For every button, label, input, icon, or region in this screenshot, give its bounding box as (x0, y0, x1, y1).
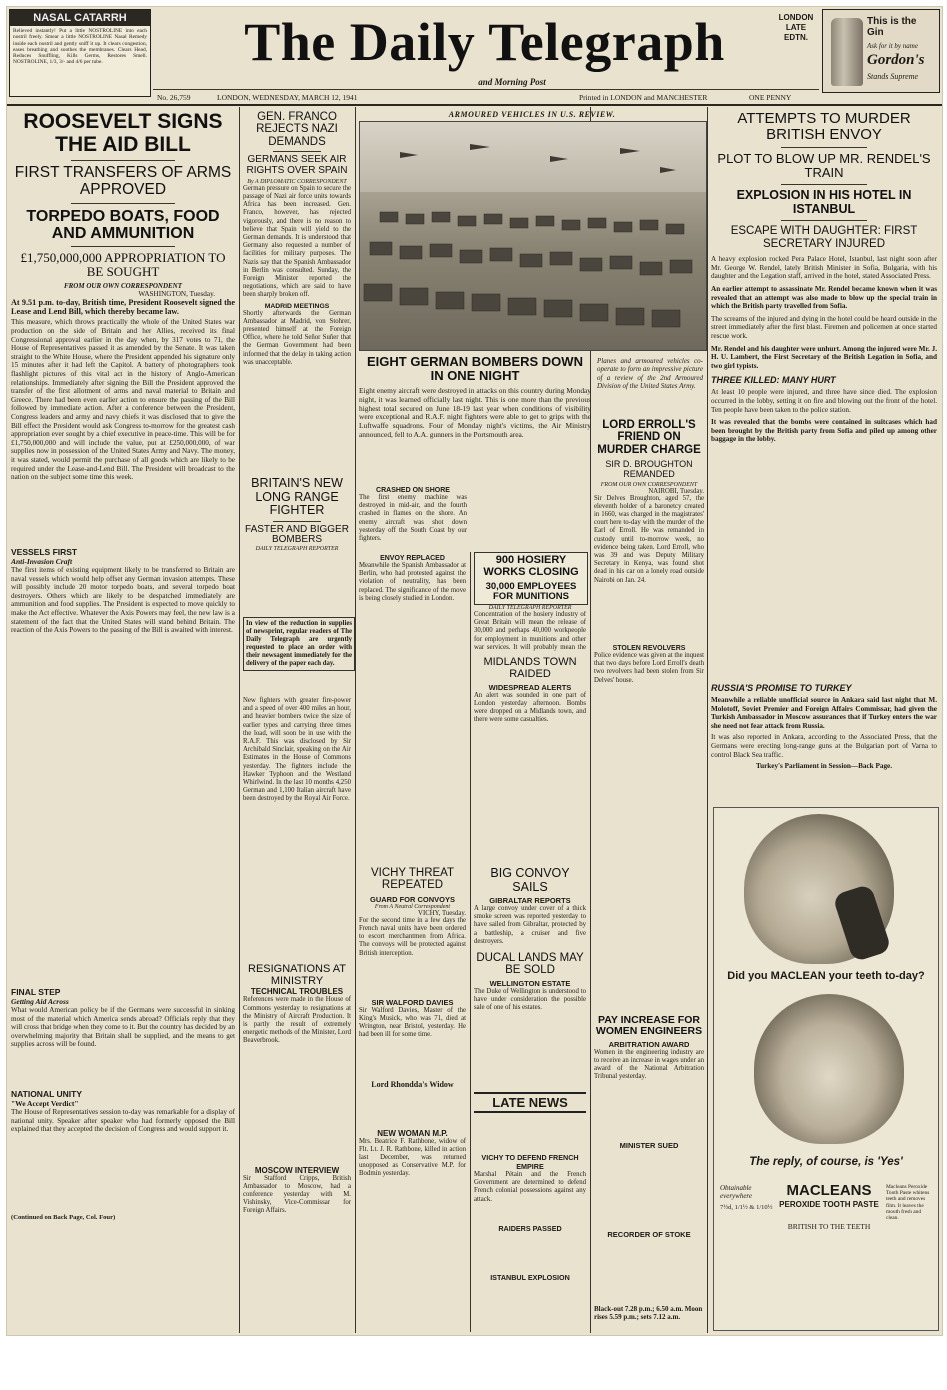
envoy-bold-3: It was revealed that the bombs were contained in suitcases which had been brought by the British party from Sofia and piled up among other baggage in the lobby. (711, 418, 937, 444)
newsprint-notice-text: In view of the reduction in supplies of newsprint, regular readers of The Daily Telegraph are urgently requested to place an order with their newsagent immediately for the delivery of the paper each day. (246, 620, 352, 667)
issue-number: No. 26,759 (157, 93, 191, 102)
gin-tagline: Stands Supreme (867, 72, 919, 81)
vichy-story (359, 867, 466, 1179)
convoy-headline: BIG CONVOY SAILS (490, 866, 570, 894)
macleans-product: PEROXIDE TOOTH PASTE (779, 1200, 879, 1209)
sub-vessels-first-b: Anti-Invasion Craft (11, 557, 73, 566)
envoy-body-2: The screams of the injured and dying in the hotel could be heard outside in the street immediately after the first blast. Firemen and policemen at once started rescue work. (711, 314, 937, 340)
gordons-gin-ad (822, 9, 940, 93)
erroll-story (594, 419, 704, 685)
lead-body: This measure, which throws practically the whole of the United States war production on the side of Britain and her Allies, received its final Congressional approval earlier in the day when, by 317 votes to 71, the House of Representatives passed it as amended by the Senate. It was taken straight to the White House, where the President appended his signature only 15 minutes after it had left the Capitol. A battery of photographers took flashlight pictures of this vital act in the history of Anglo-American relationships. Immediately after signing the Bill the President approved the transfer of the first allotment of arms and naval material to Britain and Greece. There had been even earlier action to ensure the passing of the Bill followed by immediate action. After a conference between the President, Congress leaders and army and navy chiefs it was disclosed that to give the Bill effect the President would ask Congress to-morrow for the greatest cash appropriation ever sought by a chief executive in peace-time. This will be for £1,750,000,000 and will include the value, put at £250,000,000, of war supplies now in possession of the United States Army and Navy. The money, it was stated, would permit the purchase of all goods which are likely to be required under the Lease-and-Lend Bill. The President will broadcast to the nation on the subject some time this week. (11, 318, 235, 482)
franco-headline: GEN. FRANCO REJECTS NAZI DEMANDS (256, 111, 338, 148)
envoy-bold-1: An earlier attempt to assassinate Mr. Rendel became known when it was revealed that an attempt was also made to blow up the special train in which the British party travelled from Sofia. (711, 285, 937, 311)
revolvers-sub: STOLEN REVOLVERS (612, 644, 686, 652)
sub-vessels-first: VESSELS FIRST (11, 547, 78, 557)
macleans-answer: The reply, of course, is 'Yes' (749, 1156, 903, 1168)
three-killed-sub: THREE KILLED: MANY HURT (711, 375, 836, 386)
macleans-brand: MACLEANS (786, 1182, 872, 1199)
convoy-sub: GIBRALTAR REPORTS (489, 896, 571, 905)
masthead-title: The Daily Telegraph (244, 12, 725, 72)
women-engineers-story (594, 1015, 704, 1239)
col-rule-2 (355, 107, 356, 1333)
midlands-body: An alert was sounded in one part of London yesterday afternoon. Bombs were dropped on a Midlands town, and there were some casualties. (474, 691, 586, 724)
new-mp-sub: NEW WOMAN M.P. (377, 1128, 448, 1138)
macleans-ad (713, 807, 939, 1331)
macleans-fine-print: Macleans Peroxide Tooth Paste whitens teeth and removes film. It leaves the mouth fresh and clean. (886, 1184, 930, 1222)
lead-story (11, 111, 235, 482)
midlands-story (474, 657, 586, 725)
erroll-body: Sir Delves Broughton, aged 57, the eleventh holder of a baronetcy created in 1660, was charged in the magistrates' court here to-day with the murder of the Earl of Erroll. He was remanded in custody until to-morrow week, no evidence being taken. Lord Erroll, who was 39 and was Deputy Military Secretary in Kenya, was found shot dead in his car on a lonely road outside Nairobi on Jan. 24. (594, 494, 704, 584)
late-news-title: LATE NEWS (474, 1092, 586, 1113)
rhondda-sub: Lord Rhondda's Widow (371, 1079, 454, 1089)
crashed-sub: CRASHED ON SHORE (376, 487, 450, 494)
franco-byline: By A DIPLOMATIC CORRESPONDENT (247, 178, 347, 185)
envoy-deck-3: ESCAPE WITH DAUGHTER: FIRST SECRETARY INJURED (730, 225, 918, 250)
envoy-body: A heavy explosion rocked Pera Palace Hotel, Istanbul, last night soon after Mr. George W. Rendel, lately British Minister in Sofia, Bulgaria, with his daughter and the Legation staff, arrived in the hotel, stated Associated Press. (711, 255, 937, 281)
vichy-body: For the second time in a few days the French naval units have been ordered to escort merchantmen from Africa. The convoys will be protected against British interception. (359, 916, 466, 957)
envoy-body-3: At least 10 people were injured, and three have since died. The explosion occurred in the lobby, setting it on fire and blowing out the front of the hotel. Ten people have been taken to the police station. (711, 388, 937, 414)
envoy-bold-2: Mr. Rendel and his daughter were unhurt. Among the injured were Mr. J. H. U. Lambert, the First Secretary of the British Legation in Sofia, and two girl typists. (711, 344, 937, 370)
lead-body-3: What would American policy be if the Germans were successful in sinking most of the material which America sends abroad? Officials reply that they will cross that bridge when they come to it. But the country has decided by an overwhelming majority that Britain shall be supplied, and the means to get supplies across will be found. (11, 1006, 235, 1049)
resignations-sub: TECHNICAL TROUBLES (250, 987, 344, 997)
sub-final-step-b: Getting Aid Across (11, 997, 69, 1006)
hosiery-headline: 900 HOSIERY WORKS CLOSING (483, 554, 579, 578)
bombers-story (359, 355, 591, 440)
gin-line: Ask for it by name (867, 42, 918, 50)
erroll-sub: SIR D. BROUGHTON REMANDED (605, 459, 693, 479)
newspaper-page (6, 6, 943, 1336)
franco-body: German pressure on Spain to secure the passage of Nazi air force units towards Africa has been increased. Gen. Franco, however, has rejected vigorously, and there is no reason to believe that Spain will yield to the German demands. It is understood that Germany also requested a number of facilities for military purposes. The Nazis say that the Spanish Ambassador in Berlin was consulted. Sunday, the Foreign Minister reported the negotiations, which are said to have been sharply broken off. (243, 184, 351, 299)
gin-label: This is the Gin (867, 16, 917, 38)
vichy-defend-body: Marshal Pétain and the French Government are determined to defend French colonial possessions against any attack. (474, 1171, 586, 1203)
convoy-story (474, 867, 586, 946)
envoy-deck-2: EXPLOSION IN HIS HOTEL IN ISTANBUL (736, 188, 912, 216)
photo-side-caption: Planes and armoured vehicles co-operate to form an impressive picture of a review of the 2nd Armoured Division of the United States Army. (597, 357, 703, 391)
divider (71, 203, 175, 204)
late-news-box (474, 1092, 586, 1282)
hosiery-body: Concentration of the hosiery industry of Great Britain will mean the release of 30,000 and perhaps 40,000 workpeople for employment in munitions and other war services. It will probably mean the (474, 611, 586, 651)
price: ONE PENNY (749, 93, 792, 102)
col-rule-3 (470, 552, 471, 1332)
convoy-body: A large convoy under cover of a thick smoke screen was reported yesterday to have sailed from Gibraltar, protected by a battleship, a cruiser and five destroyers. (474, 905, 586, 945)
raiders-passed-sub: RAIDERS PASSED (498, 1223, 562, 1233)
turkey-back-page: Turkey's Parliament in Session—Back Page. (755, 762, 893, 771)
nasal-catarrh-ad (9, 9, 151, 97)
hosiery-byline: DAILY TELEGRAPH REPORTER (488, 605, 572, 611)
blackout-times: Black-out 7.28 p.m.; 6.50 a.m. Moon rises 5.59 p.m.; sets 7.12 a.m. (594, 1305, 703, 1322)
masthead-rule (7, 104, 942, 106)
lead-story-cont (11, 547, 235, 635)
ad-title: NASAL CATARRH (10, 10, 150, 26)
erroll-dateline: NAIROBI, Tuesday. (648, 487, 704, 495)
fighter-sub: FASTER AND BIGGER BOMBERS (245, 523, 349, 546)
ducal-story (474, 952, 586, 1012)
divider (781, 184, 867, 185)
fighter-headline: BRITAIN'S NEW LONG RANGE FIGHTER (251, 476, 343, 517)
franco-body-2: Shortly afterwards the German Ambassador at Madrid, von Stohrer, presented himself at the Foreign Office, where he told Señor Suñer that the German Government had been informed that the delay in taking action was unacceptable. (243, 309, 351, 366)
vichy-column (359, 555, 466, 603)
russia-sub: RUSSIA'S PROMISE TO TURKEY (711, 683, 852, 693)
gin-bottle-icon (831, 18, 863, 86)
russia-bold: Meanwhile a reliable unofficial source in Ankara said last night that M. Molotoff, Soviet Premier and Foreign Affairs Commissar, had given the Turkish Ambassador in Moscow assurances that if Turkey enters the war she need not fear attack from Russia. (711, 696, 937, 730)
ducal-sub: WELLINGTON ESTATE (489, 978, 571, 988)
russia-body: It was also reported in Ankara, according to the Associated Press, that the Germans were erecting long-range guns at the Bulgarian port of Varna to control Black Sea traffic. (711, 733, 937, 759)
envoy-headline: ATTEMPTS TO MURDER BRITISH ENVOY (737, 110, 911, 144)
vichy-headline: VICHY THREAT REPEATED (370, 867, 455, 892)
franco-sub: GERMANS SEEK AIR RIGHTS OVER SPAIN (246, 154, 348, 177)
masthead-subtitle: and Morning Post (478, 77, 546, 87)
woman-illustration-bottom (754, 994, 904, 1144)
bombers-body: Eight enemy aircraft were destroyed in attacks on this country during Monday night, it was learned officially last night. This is one more than the previous highest total secured on June 18-19 last year when conditions of visibility were exceptional and R.A.F. night fighters were able to get to grips with the Luftwaffe squadrons. Four of Monday night's victims, the Air Ministry announced, fell to A.A. gunners in the Portsmouth area. (359, 386, 591, 440)
divider (71, 246, 175, 247)
newsprint-notice (243, 617, 355, 671)
envoy-replaced-body: Meanwhile the Spanish Ambassador at Berlin, who had protested against the violation of neutrality, has been replaced. The significance of the move is being closely studied in London. (359, 562, 466, 602)
hosiery-story (474, 552, 588, 605)
walford-body: Sir Walford Davies, Master of the King's Musick, who was 71, died at Wrington, near Bristol, yesterday. He had been ill for some time. (359, 1006, 466, 1039)
vichy-defend-sub: VICHY TO DEFEND FRENCH EMPIRE (481, 1153, 579, 1171)
macleans-prices: 7½d, 1/1½ & 1/10½ (720, 1204, 773, 1211)
macleans-obtain: Obtainable everywhere (720, 1184, 752, 1200)
vichy-sub: GUARD FOR CONVOYS (369, 894, 455, 904)
lead-headline: ROOSEVELT SIGNS THE AID BILL (23, 110, 223, 156)
moscow-sub: MOSCOW INTERVIEW (254, 1165, 340, 1175)
lead-deck-3: £1,750,000,000 APPROPRIATION TO BE SOUGHT (20, 250, 226, 279)
divider (273, 151, 321, 152)
lead-body-2: The first items of existing equipment likely to be transferred to Britain are naval vessels which would help offset any German invasion attempts. These will possibly include 20 motor torpedo boats, and several torpedo boat destroyers. Others which are likely to be despatched immediately are ammunition and food supplies. The President is expected to move quickly to make the Act effective. Whatever the Axis Powers may feel, the new law is a statement of the fact that the United States will stand behind Britain. The reaction of the Axis Powers to the passing of the Bill is awaited with interest. (11, 566, 235, 635)
divider (781, 220, 867, 221)
macleans-question: Did you MACLEAN your teeth to-day? (727, 970, 925, 982)
midlands-headline: MIDLANDS TOWN RAIDED (483, 656, 577, 680)
gin-brand: Gordon's (867, 52, 925, 68)
lead-paragraph: At 9.51 p.m. to-day, British time, President Roosevelt signed the Lease and Lend Bill, which thereby became law. (11, 297, 235, 317)
armoured-vehicles-photo (359, 121, 707, 351)
divider (71, 160, 175, 161)
envoy-story (711, 111, 937, 444)
edition-label: LONDON LATE EDTN. (778, 13, 814, 42)
istanbul-explosion-sub: ISTANBUL EXPLOSION (490, 1272, 570, 1282)
hosiery-body-block (474, 605, 586, 651)
franco-sub2: MADRID MEETINGS (264, 302, 330, 310)
printed-line: Printed in LONDON and MANCHESTER (579, 93, 708, 102)
envoy-deck-1: PLOT TO BLOW UP MR. RENDEL'S TRAIN (717, 151, 931, 181)
sub-national-unity-b: "We Accept Verdict" (11, 1098, 79, 1108)
lead-body-4: The House of Representatives session to-day was remarkable for a display of national unity. Speaker after speaker who had formerly opposed the Bill explained that they accepted the decision of Congress and would support it. (11, 1107, 235, 1134)
divider (781, 147, 867, 148)
women-engineers-body: Women in the engineering industry are to receive an increase in wages under an award of the National Arbitration Tribunal yesterday. (594, 1048, 704, 1081)
col-rule-1 (239, 107, 240, 1333)
resignations-body: References were made in the House of Commons yesterday to resignations at the Ministry of Aircraft Production. It is partly the result of extremely energetic methods of the Minister, Lord Beaverbrook. (243, 996, 351, 1045)
issue-date: LONDON, WEDNESDAY, MARCH 12, 1941 (217, 93, 358, 102)
crashed-body: The first enemy machine was destroyed in mid-air, and the fourth crashed in flames on the shore. An enemy aircraft was shot down yesterday off the South Coast by our fighters. (359, 494, 467, 543)
vichy-byline: From A Neutral Correspondent (374, 903, 451, 910)
fighter-byline: DAILY TELEGRAPH REPORTER (255, 546, 339, 553)
revolvers-body: Police evidence was given at the inquest that two days before Lord Erroll's death two revolvers had been stolen from Sir Delves' house. (594, 651, 704, 684)
vehicles-graphic (360, 122, 706, 350)
resignations-headline: RESIGNATIONS AT MINISTRY (248, 962, 346, 987)
recorder-sub: RECORDER OF STOKE (607, 1230, 691, 1240)
sub-final-step: FINAL STEP (11, 987, 61, 997)
dateline-rule-top (153, 89, 819, 90)
erroll-byline: FROM OUR OWN CORRESPONDENT (600, 481, 698, 488)
new-mp-body: Mrs. Beatrice F. Rathbone, widow of Flt. Lt. J. R. Rathbone, killed in action last December, was returned unopposed as Conservative M.P. for Bodmin yesterday. (359, 1137, 466, 1178)
lead-dateline: WASHINGTON, Tuesday. (138, 289, 215, 298)
arbitration-sub: ARBITRATION AWARD (608, 1039, 690, 1049)
ducal-headline: DUCAL LANDS MAY BE SOLD (476, 952, 584, 977)
hosiery-sub: 30,000 EMPLOYEES FOR MUNITIONS (485, 580, 577, 602)
lead-byline: FROM OUR OWN CORRESPONDENT (63, 281, 183, 290)
ad-body: Relieved instantly! Put a little NOSTROLINE into each nostril freely. Smear a little NOSTROLINE Nasal Remedy inside each nostril and gently sniff it up. It clears congestion, eases breathing and soothes the membranes. Clears Head, Reduces Snuffling, Kills Germs, Restores Smell. NOSTROLINE, 1/3, 3/- and 4/6 per tube. (13, 28, 147, 66)
divider (273, 521, 321, 522)
photo-caption: ARMOURED VEHICLES IN U.S. REVIEW. (448, 110, 616, 119)
lead-deck-2: TORPEDO BOATS, FOOD AND AMMUNITION (26, 207, 220, 243)
erroll-headline: LORD ERROLL'S FRIEND ON MURDER CHARGE (597, 419, 701, 456)
midlands-sub: WIDESPREAD ALERTS (488, 682, 572, 692)
col-rule-5 (707, 107, 708, 1333)
russia-story (711, 683, 937, 770)
bombers-headline: EIGHT GERMAN BOMBERS DOWN IN ONE NIGHT (367, 354, 583, 384)
lead-deck-1: FIRST TRANSFERS OF ARMS APPROVED (14, 164, 232, 199)
fighter-body-block (243, 697, 351, 1216)
fighter-body: New fighters with greater fire-power and a speed of over 400 miles an hour, and heavier bombers twice the size of earlier types and carrying three times the load, will soon be in use with the R.A.F. This was disclosed by Sir Archibald Sinclair, speaking on the Air Estimates in the House of Commons yesterday. The fighters include the Hawker Typhoon and the Westland Whirlwind. In the last 10 months 4,250 German and 1,100 Italian aircraft have been destroyed by the Royal Air Force. (243, 697, 351, 803)
bombers-cont (359, 487, 467, 543)
lead-story-cont2 (11, 987, 235, 1221)
women-engineers-headline: PAY INCREASE FOR WOMEN ENGINEERS (595, 1014, 703, 1038)
franco-story (243, 111, 351, 367)
fighter-story (243, 477, 351, 552)
minister-sued-sub: MINISTER SUED (619, 1141, 679, 1151)
macleans-slogan: BRITISH TO THE TEETH (787, 1222, 871, 1231)
walford-sub: SIR WALFORD DAVIES (371, 997, 454, 1007)
vichy-dateline: VICHY, Tuesday. (418, 909, 466, 917)
sub-national-unity: NATIONAL UNITY (11, 1088, 82, 1099)
envoy-replaced-sub: ENVOY REPLACED (380, 555, 445, 562)
ducal-body: The Duke of Wellington is understood to have under consideration the possible sale of one of his estates. (474, 987, 586, 1012)
lead-continued: (Continued on Back Page, Col. Four) (11, 1213, 116, 1221)
moscow-body: Sir Stafford Cripps, British Ambassador to Moscow, had a conference yesterday with M. Vishinsky, Vice-Commissar for Foreign Affairs. (243, 1174, 351, 1215)
